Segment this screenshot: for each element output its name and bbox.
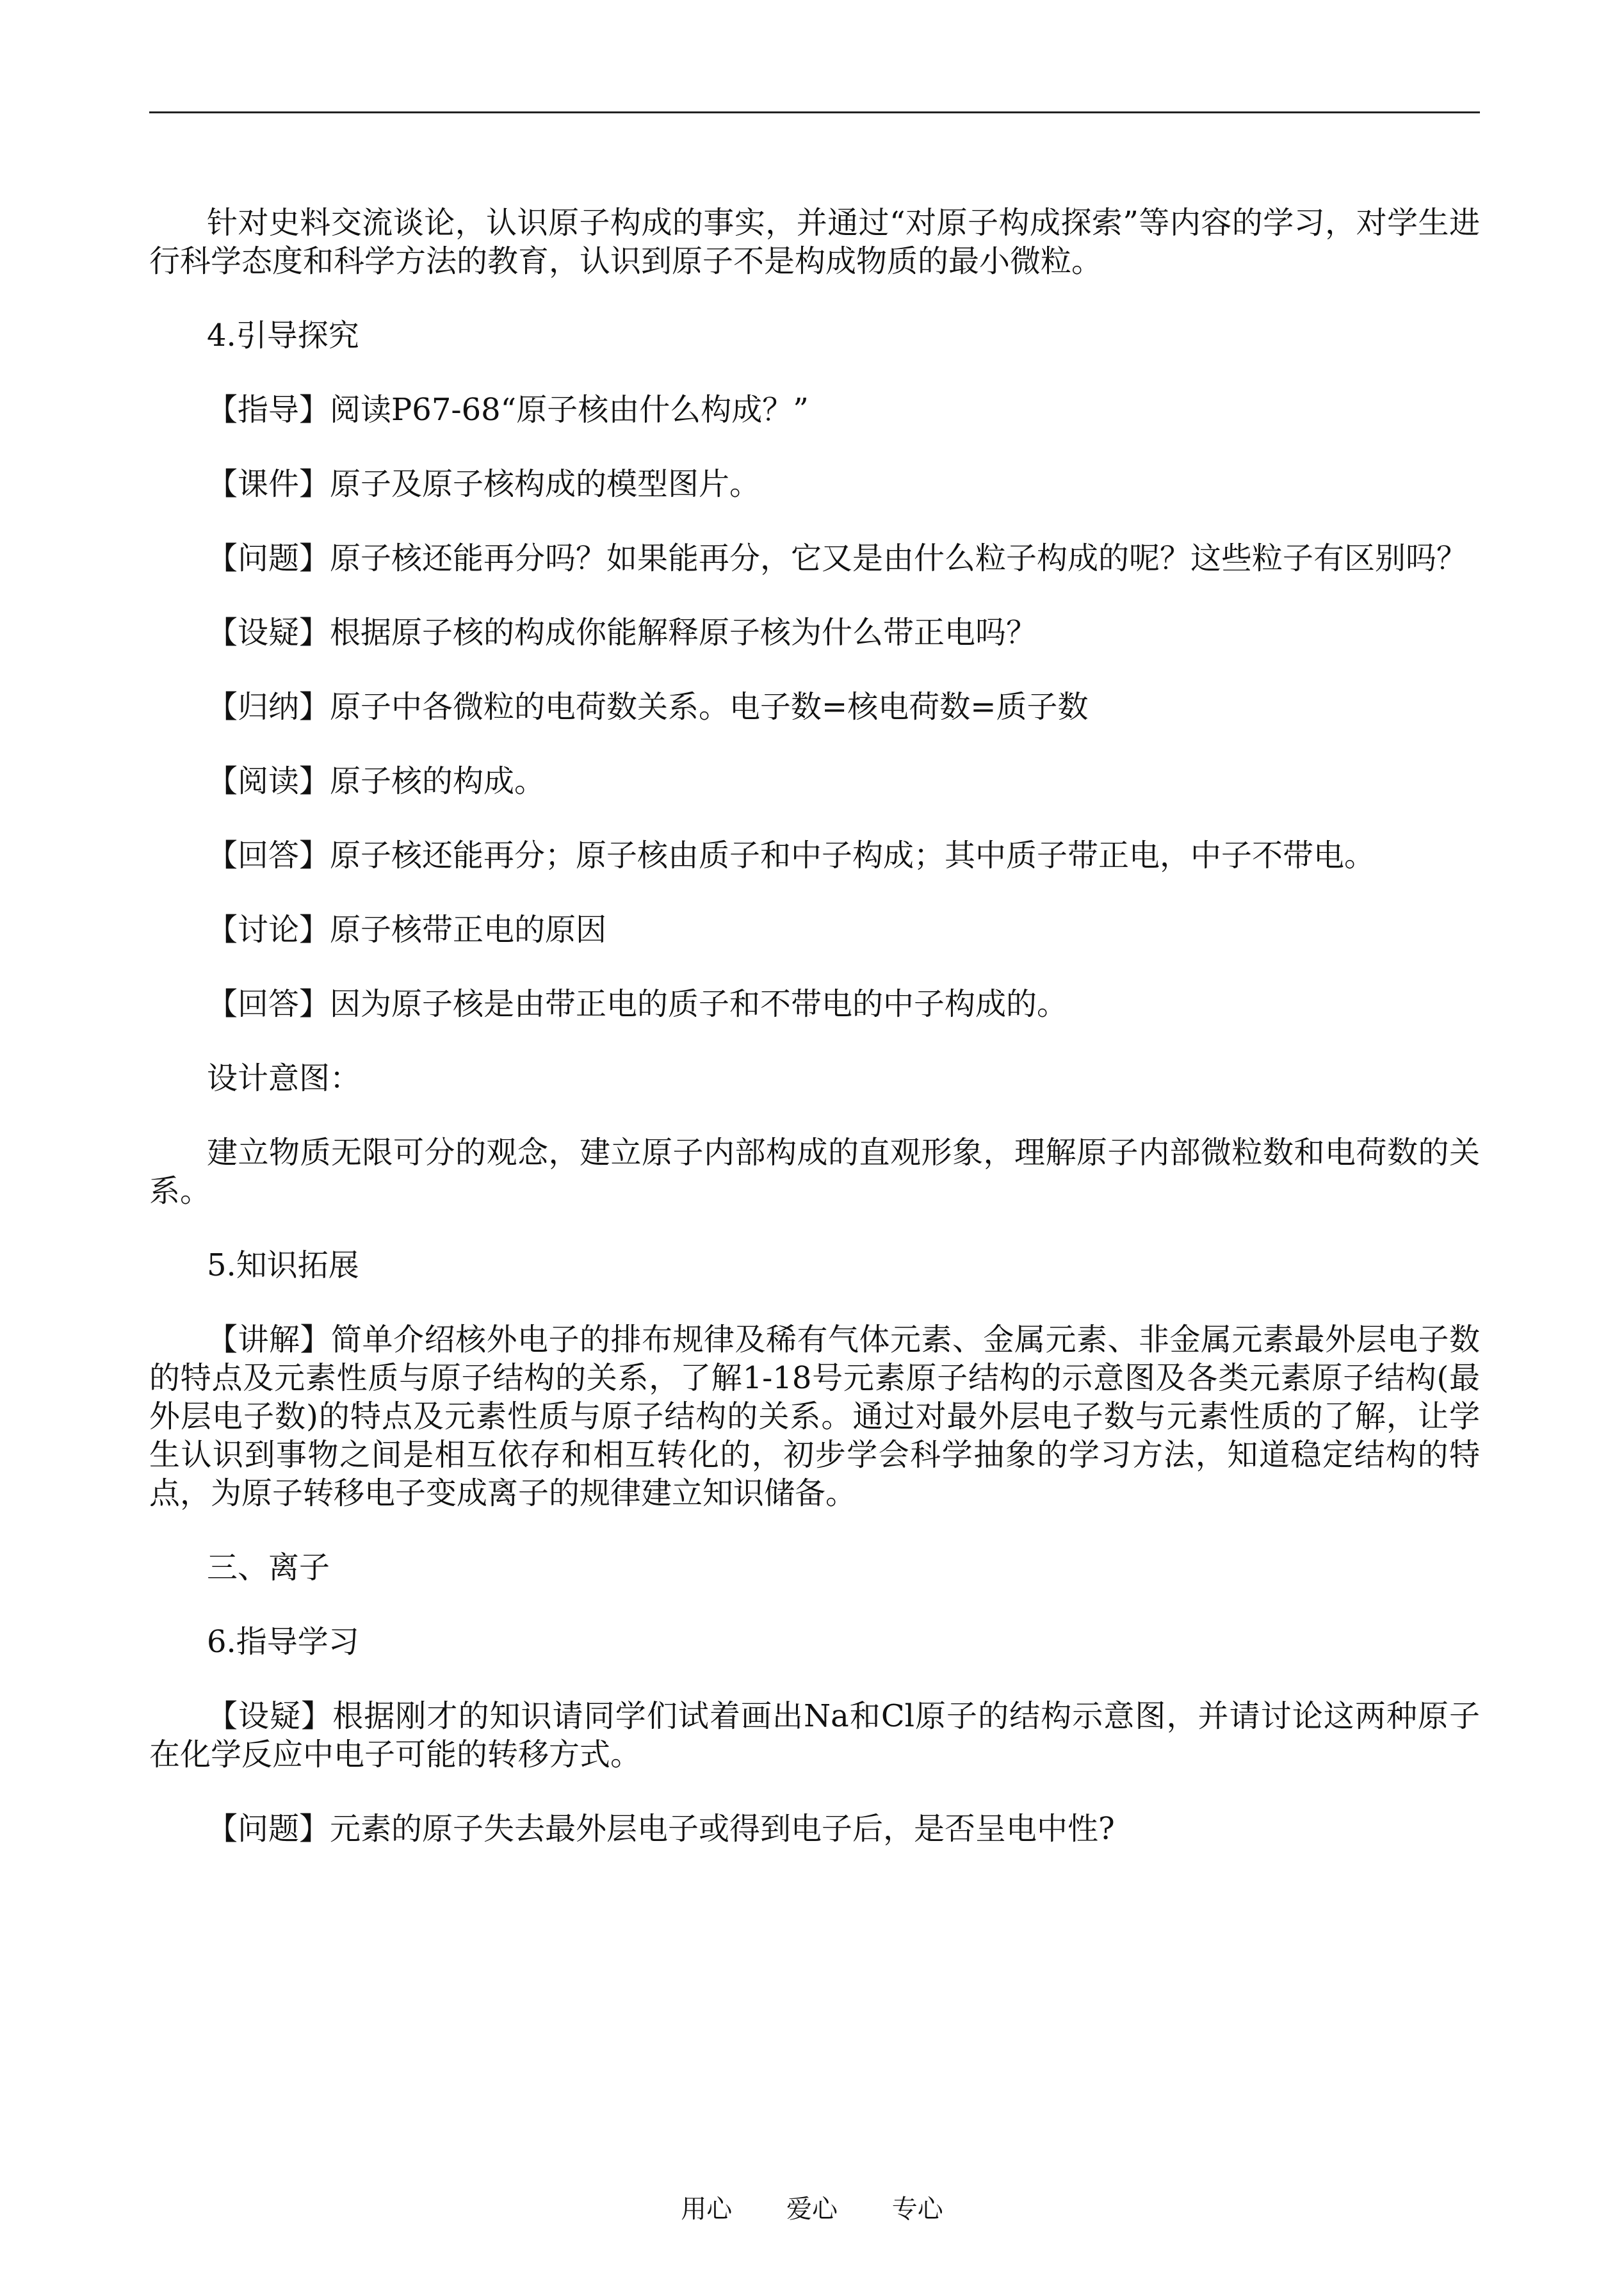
heading-ions: 三、离子 bbox=[207, 1550, 330, 1585]
header-rule bbox=[149, 111, 1480, 113]
paragraph-design-intent: 建立物质无限可分的观念，建立原子内部构成的直观形象，理解原子内部微粒数和电荷数的关系。 bbox=[149, 1135, 1480, 1209]
footer-item: 爱心 bbox=[786, 2194, 838, 2224]
footer-item: 专心 bbox=[891, 2194, 943, 2224]
paragraph-doubt-na-cl: 【设疑】根据刚才的知识请同学们试着画出Na和Cl原子的结构示意图，并请讨论这两种原子在化学反应中电子可能的转移方式。 bbox=[149, 1698, 1480, 1772]
paragraph-answer-nucleus: 【回答】原子核还能再分；原子核由质子和中子构成；其中质子带正电，中子不带电。 bbox=[207, 838, 1376, 873]
heading-guided-study: 6.指导学习 bbox=[207, 1624, 359, 1660]
heading-design-intent: 设计意图： bbox=[207, 1060, 361, 1096]
footer-item: 用心 bbox=[681, 2194, 733, 2224]
page-footer bbox=[0, 2193, 1624, 2226]
heading-guided-inquiry: 4.引导探究 bbox=[207, 318, 359, 353]
heading-knowledge-extension: 5.知识拓展 bbox=[207, 1247, 359, 1283]
paragraph-question-neutral: 【问题】元素的原子失去最外层电子或得到电子后，是否呈电中性? bbox=[207, 1811, 1115, 1847]
paragraph-discussion: 【讨论】原子核带正电的原因 bbox=[207, 912, 607, 948]
paragraph-explanation: 【讲解】简单介绍核外电子的排布规律及稀有气体元素、金属元素、非金属元素最外层电子数的特点及元素性质与原子结构的关系，了解1-18号元素原子结构的示意图及各类元素原子结构(最外层电子数)的特点及元素性质与原子结构的关系。通过对最外层电子数与元素性质的了解，让学生认识到事物之间是相互依存和相互转化的，初步学会科学抽象的学习方法，知道稳定结构的特点，为原子转移电子变成离子的规律建立知识储备。 bbox=[149, 1322, 1480, 1511]
paragraph-intro-history: 针对史料交流谈论，认识原子构成的事实，并通过“对原子构成探索”等内容的学习，对学生进行科学态度和科学方法的教育，认识到原子不是构成物质的最小微粒。 bbox=[149, 205, 1480, 279]
paragraph-guidance-reading: 【指导】阅读P67-68“原子核由什么构成？” bbox=[207, 392, 809, 428]
document-body bbox=[149, 204, 1480, 1884]
paragraph-question-nucleus: 【问题】原子核还能再分吗？如果能再分，它又是由什么粒子构成的呢？这些粒子有区别吗？ bbox=[207, 540, 1468, 576]
paragraph-summary-charge: 【归纳】原子中各微粒的电荷数关系。电子数=核电荷数=质子数 bbox=[207, 689, 1089, 725]
paragraph-doubt-positive-charge: 【设疑】根据原子核的构成你能解释原子核为什么带正电吗？ bbox=[207, 615, 1037, 651]
paragraph-answer-reason: 【回答】因为原子核是由带正电的质子和不带电的中子构成的。 bbox=[207, 986, 1068, 1022]
paragraph-reading-nucleus: 【阅读】原子核的构成。 bbox=[207, 763, 546, 799]
paragraph-courseware: 【课件】原子及原子核构成的模型图片。 bbox=[207, 466, 761, 502]
